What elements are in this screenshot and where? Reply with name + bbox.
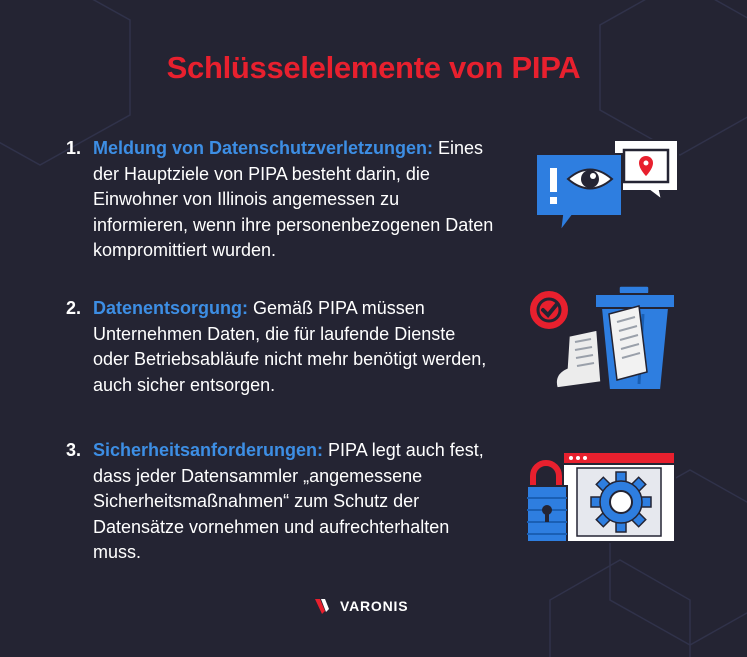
security-settings-icon — [525, 448, 680, 548]
item-body — [93, 438, 496, 566]
item-text: PIPA legt auch fest, dass jeder Datensammler „angemessene Sicherheitsmaßnahmen“ zum Schutz der Datensätze vornehmen und aufrechterhalten muss. — [93, 440, 484, 562]
item-body — [93, 136, 496, 264]
item-heading: Meldung von Datenschutzverletzungen: — [93, 138, 439, 158]
list-item-data-disposal — [66, 296, 496, 398]
item-text: Eines der Hauptziele von PIPA besteht darin, die Einwohner von Illinois angemessen zu informieren, wenn ihre personenbezogenen Daten kompromittiert wurden. — [93, 138, 494, 260]
item-text: Gemäß PIPA müssen Unternehmen Daten, die für laufende Dienste oder Betriebsabläufe nicht mehr benötigt werden, auch sicher entsorgen. — [93, 298, 487, 395]
item-heading: Datenentsorgung: — [93, 298, 253, 318]
item-heading: Sicherheitsanforderungen: — [93, 440, 329, 460]
item-number: 2. — [66, 298, 82, 318]
list-item-breach-notification — [66, 136, 496, 264]
varonis-logo — [314, 597, 408, 615]
item-number: 3. — [66, 440, 82, 460]
list-item-security-requirements — [66, 438, 496, 566]
breach-notification-icon — [532, 136, 682, 236]
data-disposal-icon — [527, 284, 677, 394]
page-title: Schlüsselelemente von PIPA — [166, 50, 581, 85]
varonis-logo-icon — [314, 597, 336, 615]
item-number: 1. — [66, 138, 82, 158]
item-body — [93, 296, 496, 398]
logo-text: VARONIS — [340, 598, 409, 614]
